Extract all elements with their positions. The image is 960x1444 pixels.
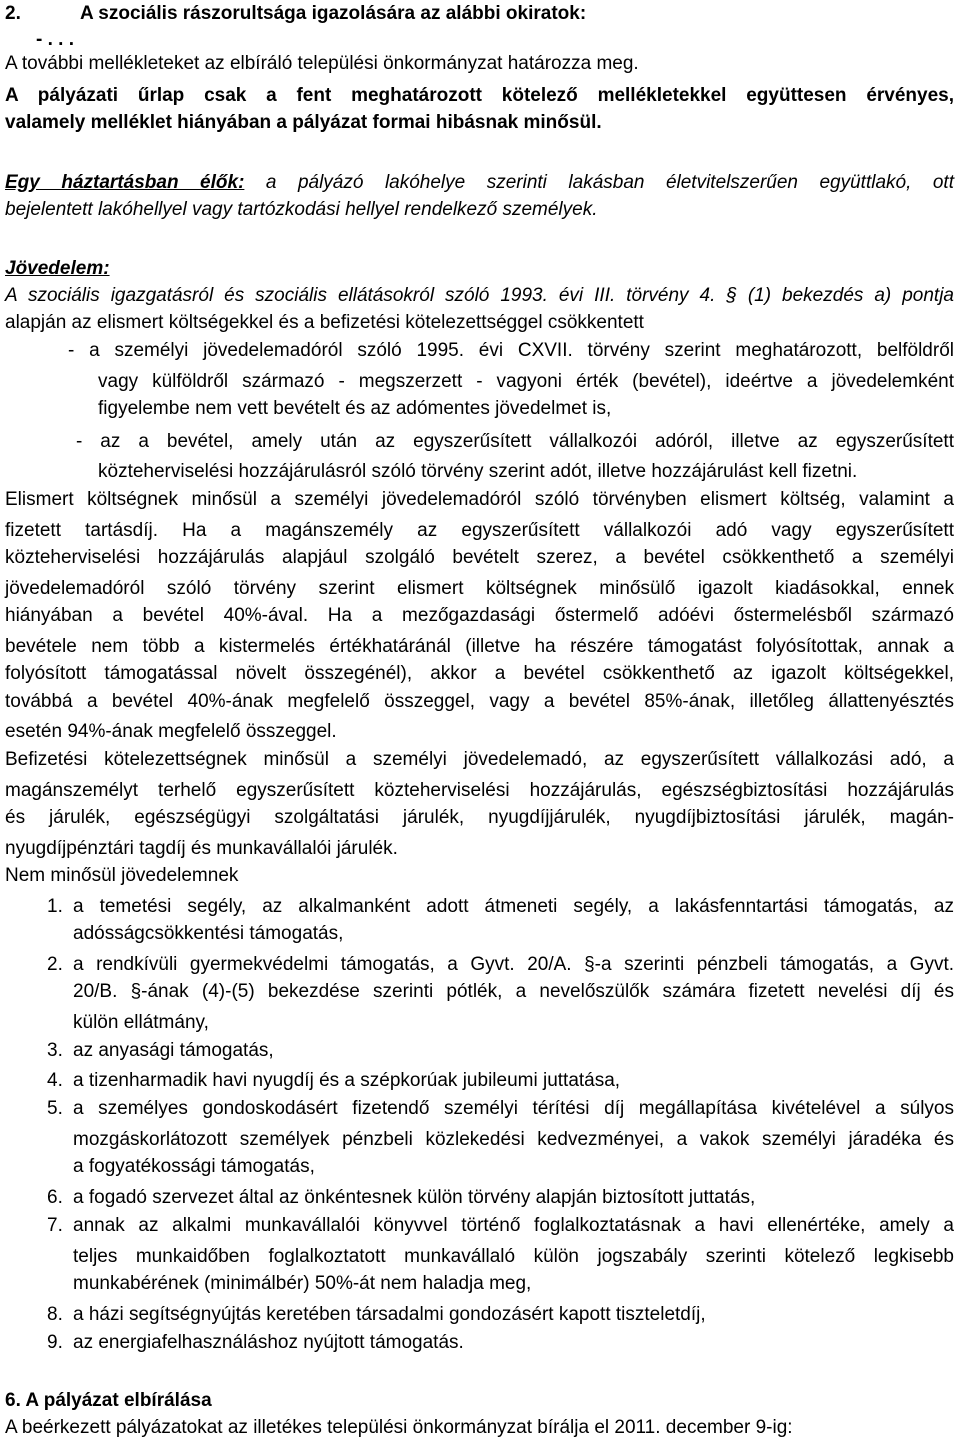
list-item-cont: adósságcsökkentési támogatás, — [73, 923, 344, 944]
validity-line-1: A pályázati űrlap csak a fent meghatározott kötelező mellékletekkel együttesen érvényes, — [5, 85, 954, 106]
payment-line-3: és járulék, egészségügyi szolgáltatási járulék, nyugdíjjárulék, nyugdíjbiztosítási járulék, magán- — [5, 807, 954, 828]
list-item — [47, 895, 954, 919]
list-number: 7. — [47, 1215, 63, 1236]
list-number: 8. — [47, 1304, 63, 1325]
validity-line-2: valamely melléklet hiányában a pályázat formai hibásnak minősül. — [5, 112, 602, 133]
cost-line-1: Elismert költségnek minősül a személyi jövedelemadóról szóló törvényben elismert költség, valamint a — [5, 489, 954, 510]
section-number: 2. — [5, 3, 21, 24]
section-6-heading: 6. A pályázat elbírálása — [5, 1390, 212, 1411]
list-text: az anyasági támogatás, — [73, 1040, 274, 1061]
pit-act-reference: - a személyi jövedelemadóról szóló 1995. évi CXVII. — [68, 340, 573, 361]
list-item-cont: teljes munkaidőben foglalkoztatott munkavállaló külön jogszabály szerinti kötelező legkisebb — [73, 1246, 954, 1267]
list-item — [47, 1097, 954, 1121]
cost-line-2: fizetett tartásdíj. Ha a magánszemély az egyszerűsített vállalkozói adó vagy egyszerűsített — [5, 520, 954, 541]
cost-line-5: hiányában a bevétel 40%-ával. Ha a mezőgazdasági őstermelő adóévi őstermelésből származó — [5, 605, 954, 626]
list-text: a rendkívüli gyermekvédelmi támogatás, a Gyvt. 20/A. §-a szerinti pénzbeli támogatás, a Gyvt. — [73, 954, 954, 975]
list-item — [47, 1214, 954, 1238]
payment-line-1: Befizetési kötelezettségnek minősül a személyi jövedelemadó, az egyszerűsített vállalkozási adó, a — [5, 749, 954, 770]
income-dash-2: - az a bevétel, amely után az egyszerűsített vállalkozói adóról, illetve az egyszerűsített — [76, 431, 954, 452]
household-definition-line-1 — [5, 171, 954, 195]
cost-line-4: jövedelemadóról szóló törvény szerint elismert költségnek minősülő igazolt kiadásokkal, ennek — [5, 578, 954, 599]
list-item-cont: munkabérének (minimálbér) 50%-át nem haladja meg, — [73, 1273, 532, 1294]
cost-line-8: továbbá a bevétel 40%-ának megfelelő összeggel, vagy a bevétel 85%-ának, illetőleg állattenyésztés — [5, 691, 954, 712]
payment-line-4: nyugdíjpénztári tagdíj és munkavállalói járulék. — [5, 838, 398, 859]
income-term: Jövedelem: — [5, 258, 110, 279]
list-number: 6. — [47, 1187, 63, 1208]
list-number: 4. — [47, 1070, 63, 1091]
cost-line-3: közteherviselési hozzájárulás alapjául szolgáló bevételt szerez, a bevétel csökkenthető a személyi — [5, 547, 954, 568]
attachments-note: A további mellékleteket az elbíráló települési önkormányzat határozza meg. — [5, 53, 639, 74]
list-text: a házi segítségnyújtás keretében társadalmi gondozásért kapott tiszteletdíj, — [73, 1304, 706, 1325]
section-6-text: A beérkezett pályázatokat az illetékes települési önkormányzat bírálja el 2011. december 9-ig: — [5, 1417, 793, 1438]
list-item — [47, 1303, 706, 1327]
list-number: 3. — [47, 1040, 63, 1061]
income-dash-1 — [68, 339, 954, 363]
placeholder-dots: - . . . — [36, 29, 74, 50]
income-dash-1-cont: vagy külföldről származó - megszerzett - vagyoni érték (bevétel), ideértve a jövedelemként — [98, 371, 954, 392]
list-text: a fogadó szervezet által az önkéntesnek külön törvény alapján biztosított juttatás, — [73, 1187, 756, 1208]
cost-line-9: esetén 94%-ának megfelelő összeggel. — [5, 721, 337, 742]
list-number: 2. — [47, 954, 63, 975]
payment-line-2: magánszemélyt terhelő egyszerűsített közteherviselési hozzájárulás, egészségbiztosítási hozzájárulás — [5, 780, 954, 801]
cost-line-6: bevétele nem több a kistermelés értékhatáránál (illetve ha részére támogatást folyósítottak, annak a — [5, 636, 954, 657]
list-text: az energiafelhasználáshoz nyújtott támogatás. — [73, 1332, 464, 1353]
list-item — [47, 1186, 755, 1210]
not-income-heading: Nem minősül jövedelemnek — [5, 865, 239, 886]
cost-line-7: folyósított támogatással növelt összegénél), akkor a bevétel csökkenthető az igazolt költségekkel, — [5, 663, 954, 684]
income-dash-1-end: figyelembe nem vett bevételt és az adómentes jövedelmet is, — [98, 398, 612, 419]
income-line-2: alapján az elismert költségekkel és a befizetési kötelezettséggel csökkentett — [5, 312, 644, 333]
income-line-1: A szociális igazgatásról és szociális ellátásokról szóló 1993. évi III. törvény 4. § (1) bekezdés a) pontja — [5, 285, 954, 306]
list-item-cont: külön ellátmány, — [73, 1012, 209, 1033]
list-item — [47, 1069, 620, 1093]
list-number: 9. — [47, 1332, 63, 1353]
income-dash-2-end: közteherviselési hozzájárulásról szóló törvény szerint adót, illetve hozzájárulást kell fizetni. — [98, 461, 858, 482]
list-item — [47, 953, 954, 977]
list-number: 5. — [47, 1098, 63, 1119]
list-text: a személyes gondoskodásért fizetendő személyi térítési díj megállapítása kivételével a súlyos — [73, 1098, 954, 1119]
list-item — [47, 1039, 274, 1063]
household-definition-text: a pályázó lakóhelye szerinti lakásban életvitelszerűen együttlakó, ott — [244, 172, 954, 193]
household-definition-line-2: bejelentett lakóhellyel vagy tartózkodási hellyel rendelkező személyek. — [5, 199, 598, 220]
list-text: a temetési segély, az alkalmanként adott átmeneti segély, a lakásfenntartási támogatás, az — [73, 896, 954, 917]
list-item-cont: mozgáskorlátozott személyek pénzbeli közlekedési kedvezményei, a vakok személyi járadéka és — [73, 1129, 954, 1150]
section-heading: A szociális rászorultsága igazolására az alábbi okiratok: — [80, 3, 587, 24]
list-item-cont: a fogyatékossági támogatás, — [73, 1156, 315, 1177]
income-dash-1-rest: törvény szerint meghatározott, belföldről — [572, 340, 954, 361]
list-number: 1. — [47, 896, 63, 917]
list-text: a tizenharmadik havi nyugdíj és a szépkorúak jubileumi juttatása, — [73, 1070, 621, 1091]
list-item-cont: 20/B. §-ának (4)-(5) bekezdése szerinti pótlék, a nevelőszülők számára fizetett nevelési díj és — [73, 981, 954, 1002]
list-item — [47, 1331, 464, 1355]
list-text: annak az alkalmi munkavállalói könyvvel történő foglalkoztatásnak a havi ellenértéke, amely a — [73, 1215, 954, 1236]
household-term: Egy háztartásban élők: — [5, 172, 245, 193]
